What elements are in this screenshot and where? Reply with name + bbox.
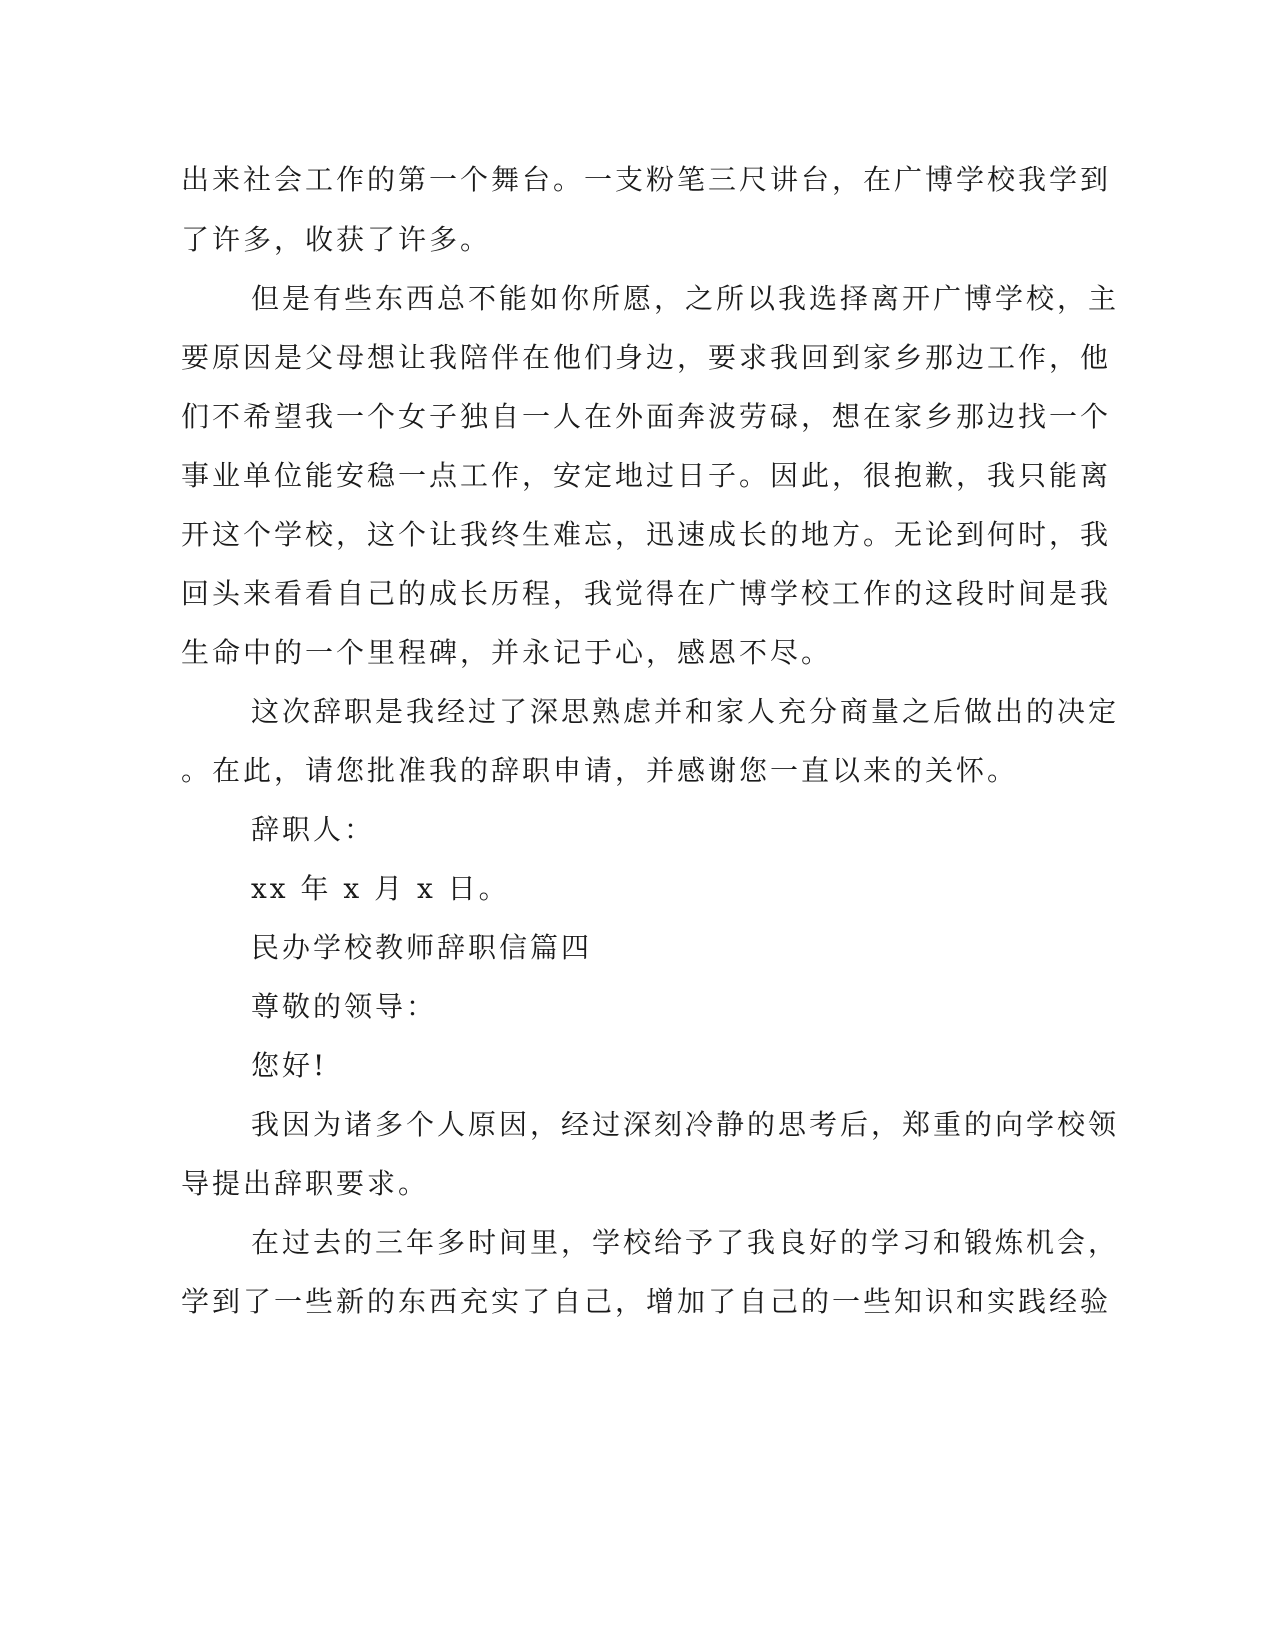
paragraph-line: 事业单位能安稳一点工作，安定地过日子。因此，很抱歉，我只能离 [181, 459, 1112, 492]
paragraph-line: 这次辞职是我经过了深思熟虑并和家人充分商量之后做出的决定 [251, 695, 1120, 728]
paragraph-line: 在过去的三年多时间里，学校给予了我良好的学习和锻炼机会， [251, 1226, 1120, 1259]
paragraph-line: 回头来看看自己的成长历程，我觉得在广博学校工作的这段时间是我 [181, 577, 1112, 610]
paragraph-line: 要原因是父母想让我陪伴在他们身边，要求我回到家乡那边工作，他 [181, 341, 1112, 374]
salutation: 尊敬的领导： [251, 990, 438, 1023]
paragraph-line: 出来社会工作的第一个舞台。一支粉笔三尺讲台，在广博学校我学到 [181, 163, 1112, 196]
paragraph-line: 我因为诸多个人原因，经过深刻冷静的思考后，郑重的向学校领 [251, 1108, 1120, 1141]
greeting: 您好! [251, 1049, 328, 1082]
paragraph-line: 生命中的一个里程碑，并永记于心，感恩不尽。 [181, 636, 833, 669]
paragraph-line: 了许多，收获了许多。 [181, 223, 492, 256]
paragraph-line: 。在此，请您批准我的辞职申请，并感谢您一直以来的关怀。 [181, 754, 1019, 787]
paragraph-line: 们不希望我一个女子独自一人在外面奔波劳碌，想在家乡那边找一个 [181, 400, 1112, 433]
section-heading: 民办学校教师辞职信篇四 [251, 931, 593, 964]
paragraph-line: 但是有些东西总不能如你所愿，之所以我选择离开广博学校，主 [251, 282, 1120, 315]
date-line: xx 年 x 月 x 日。 [251, 872, 510, 905]
paragraph-line: 学到了一些新的东西充实了自己，增加了自己的一些知识和实践经验 [181, 1285, 1112, 1318]
paragraph-line: 开这个学校，这个让我终生难忘，迅速成长的地方。无论到何时，我 [181, 518, 1112, 551]
signature-label: 辞职人： [251, 813, 376, 846]
paragraph-line: 导提出辞职要求。 [181, 1167, 430, 1200]
